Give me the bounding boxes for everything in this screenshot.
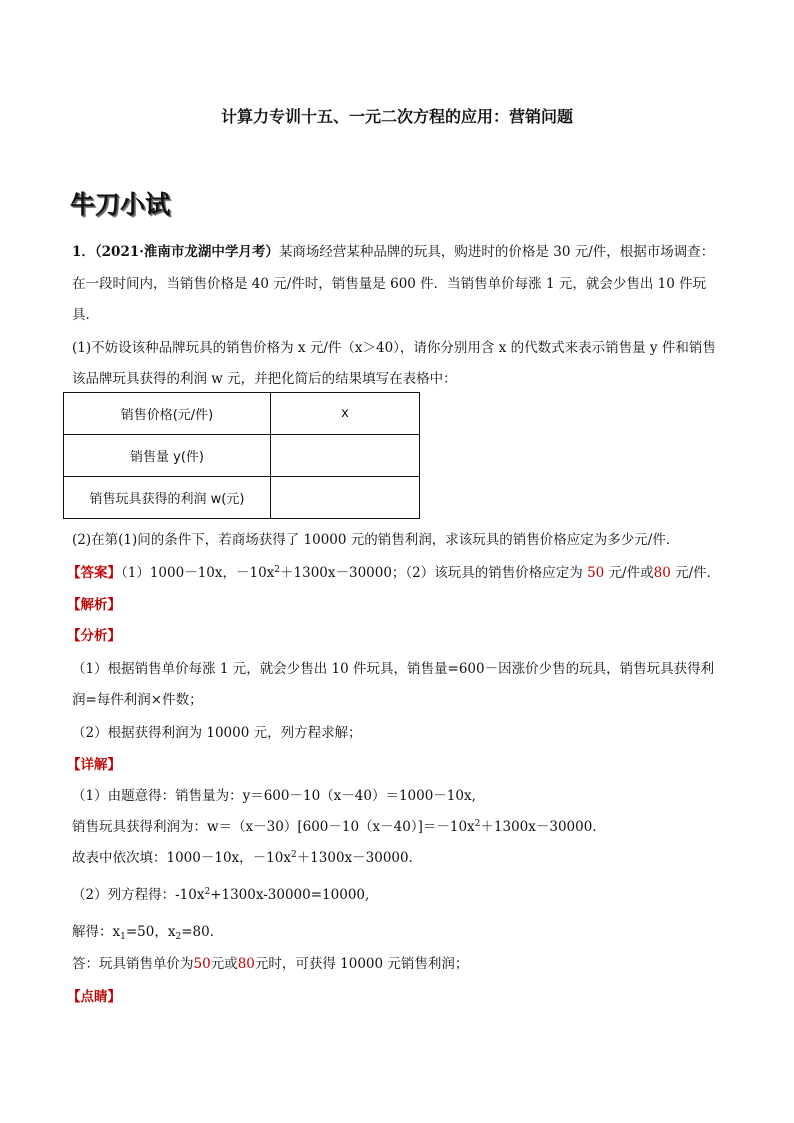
answer-part1-sup: 2 xyxy=(274,565,281,575)
dianjing-tag: 【点睛】 xyxy=(67,989,121,1005)
detail-5 xyxy=(72,920,214,942)
table-row-value xyxy=(271,477,420,519)
detail-5-a: 解得：x xyxy=(72,924,121,940)
detail-4-suffix: +1300x-30000=10000, xyxy=(210,887,370,903)
analysis-1-line-1: （1）根据销售单价每涨 1 元，就会少售出 10 件玩具，销售量=600－因涨价少售的玩具，销售玩具获得利 xyxy=(72,661,715,677)
detail-4 xyxy=(72,883,369,903)
answer-end: 元/件． xyxy=(675,565,721,581)
question-line-1 xyxy=(72,240,714,260)
answer-value-1: 50 xyxy=(587,565,605,581)
detail-6-value-2: 80 xyxy=(237,956,255,972)
answer-value-2: 80 xyxy=(653,565,671,581)
document-title: 计算力专训十五、一元二次方程的应用：营销问题 xyxy=(220,107,573,126)
detail-3-sup: 2 xyxy=(290,850,297,860)
analysis-2: （2）根据获得利润为 10000 元，列方程求解； xyxy=(72,725,362,741)
answer-part1-suffix: ＋1300x－30000；（2）该玩具的销售价格应定为 xyxy=(280,565,583,581)
question-line-2: 在一段时间内，当销售价格是 40 元/件时，销售量是 600 件．当销售单价每涨 1 元，就会少售出 10 件玩 xyxy=(72,276,707,292)
question-text-1: 某商场经营某种品牌的玩具，购进时的价格是 30 元/件，根据市场调查： xyxy=(278,244,715,260)
table-row-label: 销售量 y(件) xyxy=(64,435,271,477)
detail-3-suffix: ＋1300x－30000． xyxy=(296,850,423,866)
table-row xyxy=(64,393,420,435)
answer-tag: 【答案】 xyxy=(67,565,121,581)
table-row-value xyxy=(271,435,420,477)
detail-6-value-1: 50 xyxy=(193,956,211,972)
detail-2-sup: 2 xyxy=(474,819,481,829)
detail-6 xyxy=(72,952,468,972)
table-row-value: x xyxy=(271,393,420,435)
detail-5-sub-2: 2 xyxy=(175,932,182,942)
question-part1-line-1: (1)不妨设该种品牌玩具的销售价格为 x 元/件（x＞40），请你分别用含 x 的代数式来表示销售量 y 件和销售 xyxy=(72,340,716,356)
answer-mid: 元/件或 xyxy=(608,565,654,581)
answer-line xyxy=(67,561,720,581)
fenxi-tag: 【分析】 xyxy=(67,628,121,644)
detail-6-mid: 元或 xyxy=(210,956,238,972)
detail-6-prefix: 答：玩具销售单价为 xyxy=(72,956,194,972)
detail-3-prefix: 故表中依次填：1000－10x，－10x xyxy=(72,850,291,866)
table-row-label: 销售价格(元/件) xyxy=(64,393,271,435)
detail-4-sup: 2 xyxy=(204,887,211,897)
question-source: （2021·淮南市龙湖中学月考） xyxy=(94,244,279,260)
question-number: 1． xyxy=(72,244,95,260)
detail-6-suffix: 元时，可获得 10000 元销售利润； xyxy=(254,956,469,972)
section-banner: 牛刀小试 xyxy=(70,190,171,219)
detail-5-sub-1: 1 xyxy=(120,932,126,942)
question-line-3: 具． xyxy=(72,307,99,323)
question-part2: (2)在第(1)问的条件下，若商场获得了 10000 元的销售利润，求该玩具的销售价格应定为多少元/件． xyxy=(72,532,680,548)
detail-2-suffix: ＋1300x－30000． xyxy=(480,819,606,835)
analysis-1-line-2: 润=每件利润×件数； xyxy=(72,692,203,708)
table-row xyxy=(64,477,420,519)
detail-1: （1）由题意得：销售量为：y＝600－10（x－40）＝1000－10x, xyxy=(72,788,476,804)
detail-2 xyxy=(72,815,606,835)
table-row xyxy=(64,435,420,477)
question-part1-line-2: 该品牌玩具获得的利润 w 元，并把化简后的结果填写在表格中： xyxy=(72,371,457,387)
table-row-label: 销售玩具获得的利润 w(元) xyxy=(64,477,271,519)
xiangjie-tag: 【详解】 xyxy=(67,757,121,773)
detail-4-prefix: （2）列方程得：-10x xyxy=(72,887,205,903)
detail-5-b: =50，x xyxy=(125,924,176,940)
sales-table xyxy=(63,392,420,519)
answer-part1-prefix: （1）1000－10x，－10x xyxy=(121,565,275,581)
detail-2-prefix: 销售玩具获得利润为：w＝（x－30）[600－10（x－40）]＝－10x xyxy=(72,819,475,835)
jiexi-tag: 【解析】 xyxy=(67,597,121,613)
detail-5-c: =80. xyxy=(181,924,214,940)
detail-3 xyxy=(72,846,422,866)
